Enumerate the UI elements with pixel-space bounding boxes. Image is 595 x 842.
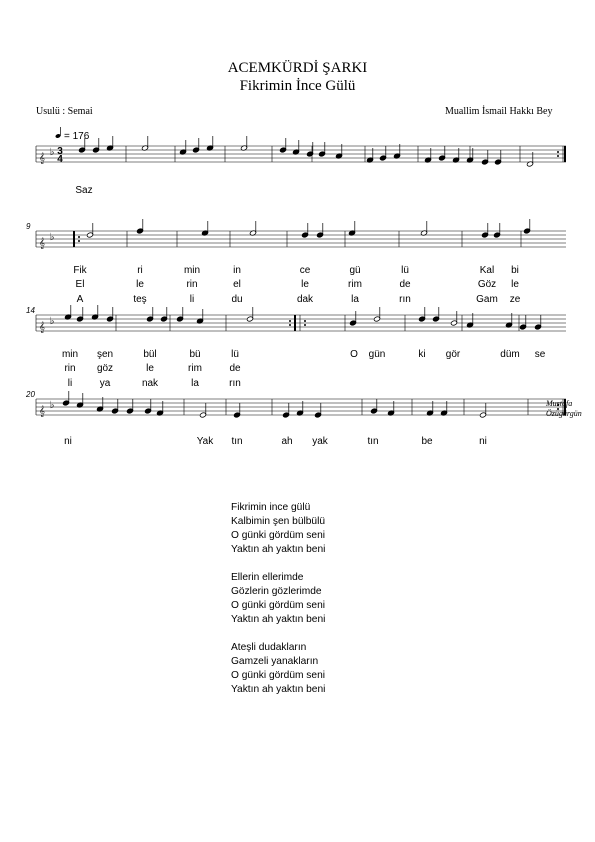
lyric-syllable: El bbox=[75, 279, 85, 290]
lyric-syllable: dak bbox=[296, 294, 314, 305]
time-signature-bottom: 4 bbox=[57, 154, 63, 165]
stanza-line: Gözlerin gözlerimde bbox=[231, 586, 322, 597]
lyric-syllable: Yak bbox=[196, 436, 214, 447]
stanza-line: Ateşli dudakların bbox=[231, 642, 307, 653]
lyric-syllable: A bbox=[76, 294, 84, 305]
flat-icon: ♭ bbox=[49, 316, 55, 327]
lyric-syllable: la bbox=[191, 378, 199, 389]
measure-number: 14 bbox=[26, 306, 35, 315]
lyric-syllable: düm bbox=[500, 349, 520, 360]
usul-label: Usulü : Semai bbox=[36, 106, 93, 117]
lyric-syllable: lü bbox=[401, 265, 409, 276]
lyric-syllable: rın bbox=[229, 378, 241, 389]
lyric-syllable: yak bbox=[312, 436, 328, 447]
stanza-line: Kalbimin şen bülbülü bbox=[231, 516, 326, 527]
song-subtitle: Fikrimin İnce Gülü bbox=[239, 78, 356, 94]
lyric-syllable: Göz bbox=[477, 279, 497, 290]
tempo-mark: = 176 bbox=[64, 131, 90, 142]
lyric-syllable: el bbox=[233, 279, 241, 290]
lyric-syllable: li bbox=[67, 378, 73, 389]
stanza-line: Fikrimin ince gülü bbox=[231, 502, 311, 513]
lyric-syllable: se bbox=[534, 349, 546, 360]
time-signature-top: 3 bbox=[57, 146, 63, 157]
repeat-dot bbox=[304, 320, 306, 322]
lyric-syllable: rin bbox=[64, 363, 76, 374]
flat-icon: ♭ bbox=[49, 400, 55, 411]
repeat-end bbox=[294, 315, 296, 331]
intro-label: Saz bbox=[75, 185, 93, 196]
stanza-line: Yaktın ah yaktın beni bbox=[231, 544, 326, 555]
lyric-syllable: le bbox=[146, 363, 154, 374]
lyric-syllable: de bbox=[229, 363, 241, 374]
lyric-syllable: O bbox=[350, 349, 358, 360]
repeat-dot bbox=[289, 320, 291, 322]
measure-number: 20 bbox=[26, 390, 35, 399]
lyric-syllable: bi bbox=[511, 265, 519, 276]
song-title: ACEMKÜRDİ ŞARKI bbox=[227, 60, 368, 76]
lyric-syllable: tın bbox=[231, 436, 243, 447]
repeat-dot bbox=[78, 240, 80, 242]
lyric-syllable: ni bbox=[479, 436, 487, 447]
lyric-syllable: ah bbox=[281, 436, 293, 447]
stanza-line: Yaktın ah yaktın beni bbox=[231, 614, 326, 625]
lyric-syllable: du bbox=[231, 294, 243, 305]
lyric-syllable: teş bbox=[133, 294, 147, 305]
repeat-dot bbox=[557, 151, 559, 153]
stanza-1 bbox=[231, 501, 325, 557]
lyric-syllable: be bbox=[421, 436, 433, 447]
lyric-syllable: le bbox=[511, 279, 519, 290]
stanza-line: O günki gördüm seni bbox=[231, 670, 326, 681]
lyric-syllable: gör bbox=[445, 349, 461, 360]
repeat-dot bbox=[304, 324, 306, 326]
flat-icon: ♭ bbox=[49, 147, 55, 158]
measure-number: 9 bbox=[26, 222, 31, 231]
lyric-syllable: nak bbox=[141, 378, 159, 389]
lyric-syllable: ya bbox=[99, 378, 111, 389]
lyrics-text bbox=[231, 501, 325, 711]
lyric-syllable: li bbox=[189, 294, 195, 305]
lyric-syllable: in bbox=[233, 265, 241, 276]
final-barline bbox=[564, 146, 566, 162]
signature-line-1: Mustafa bbox=[546, 399, 573, 408]
lyric-syllable: ce bbox=[299, 265, 311, 276]
treble-clef-icon: 𝄞 bbox=[39, 322, 45, 333]
lyric-syllable: Kal bbox=[479, 265, 495, 276]
lyric-syllable: göz bbox=[96, 363, 114, 374]
stanza-line: O günki gördüm seni bbox=[231, 530, 326, 541]
stanza-line: O günki gördüm seni bbox=[231, 600, 326, 611]
treble-clef-icon: 𝄞 bbox=[39, 238, 45, 249]
lyric-syllable: ki bbox=[418, 349, 426, 360]
lyric-syllable: min bbox=[183, 265, 201, 276]
stanza-line: Ellerin ellerimde bbox=[231, 572, 304, 583]
lyric-syllable: rim bbox=[188, 363, 202, 374]
lyric-syllable: tın bbox=[367, 436, 379, 447]
lyric-syllable: le bbox=[301, 279, 309, 290]
stanza-line: Yaktın ah yaktın beni bbox=[231, 684, 326, 695]
composer-label: Muallim İsmail Hakkı Bey bbox=[445, 106, 553, 117]
lyric-syllable: ri bbox=[137, 265, 143, 276]
lyric-syllable: rin bbox=[186, 279, 198, 290]
signature-line-2: Özügürgün bbox=[546, 409, 582, 418]
lyric-syllable: Fik bbox=[73, 265, 87, 276]
lyric-syllable: la bbox=[351, 294, 359, 305]
lyric-syllable: lü bbox=[231, 349, 239, 360]
treble-clef-icon: 𝄞 bbox=[39, 153, 45, 164]
repeat-dot bbox=[557, 155, 559, 157]
lyric-syllable: rim bbox=[348, 279, 362, 290]
stanza-3 bbox=[231, 641, 325, 697]
stanza-2 bbox=[231, 571, 325, 627]
lyric-syllable: le bbox=[136, 279, 144, 290]
lyric-syllable: bü bbox=[189, 349, 201, 360]
repeat-dot bbox=[289, 324, 291, 326]
lyric-syllable: bül bbox=[143, 349, 157, 360]
lyric-syllable: ni bbox=[64, 436, 72, 447]
lyric-syllable: de bbox=[399, 279, 411, 290]
lyric-syllable: ze bbox=[509, 294, 521, 305]
treble-clef-icon: 𝄞 bbox=[39, 406, 45, 417]
signature bbox=[546, 399, 582, 419]
repeat-start bbox=[73, 231, 75, 247]
repeat-dot bbox=[78, 236, 80, 238]
lyric-syllable: şen bbox=[96, 349, 114, 360]
lyric-syllable: gün bbox=[368, 349, 386, 360]
flat-icon: ♭ bbox=[49, 232, 55, 243]
lyric-syllable: min bbox=[61, 349, 79, 360]
lyric-syllable: Gam bbox=[476, 294, 498, 305]
lyric-syllable: rın bbox=[399, 294, 411, 305]
lyric-syllable: gü bbox=[349, 265, 361, 276]
stanza-line: Gamzeli yanakların bbox=[231, 656, 319, 667]
notes bbox=[55, 127, 542, 418]
